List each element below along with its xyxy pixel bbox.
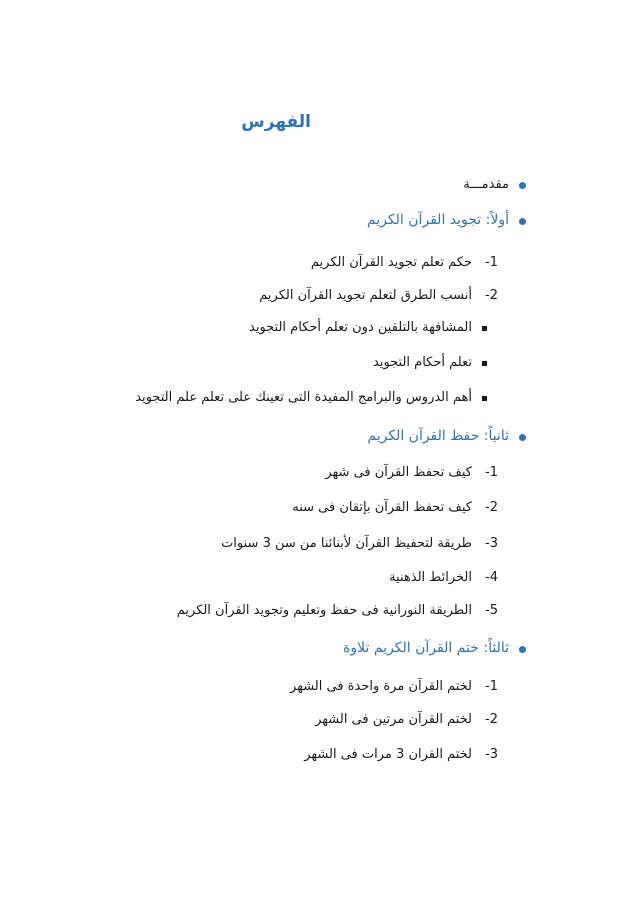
bullet-square-icon	[482, 361, 487, 366]
toc-item-introduction: مقدمـــة	[463, 177, 509, 192]
toc-item: لختم القران 3 مرات فى الشهر	[304, 747, 472, 762]
toc-item: كيف تحفظ القرآن فى شهر	[325, 465, 472, 480]
toc-item: حكم تعلم تجويد القرآن الكريم	[310, 255, 472, 270]
toc-item: الطريقة النورانية فى حفظ وتعليم وتجويد القرآن الكريم	[176, 603, 472, 618]
bullet-dot-icon	[519, 218, 526, 225]
toc-item: لختم القرآن مرة واحدة فى الشهر	[290, 679, 472, 694]
toc-item-number: 1-	[485, 465, 498, 480]
bullet-dot-icon	[519, 182, 526, 189]
toc-item-number: 2-	[485, 288, 498, 303]
toc-item-number: 1-	[485, 679, 498, 694]
toc-item-number: 3-	[485, 747, 498, 762]
toc-subitem: تعلم أحكام التجويد	[373, 355, 472, 370]
toc-item-number: 4-	[485, 570, 498, 585]
toc-subitem: المشافهة بالتلقين دون تعلم أحكام التجويد	[249, 320, 472, 335]
toc-item: كيف تحفظ القرآن بإتقان فى سنه	[292, 500, 472, 515]
toc-section-memorization: ثانياً: حفظ القرآن الكريم	[367, 428, 509, 444]
toc-subitem: أهم الدروس والبرامج المفيدة التى تعينك على تعلم علم التجويد	[135, 390, 472, 405]
toc-item: لختم القرآن مرتين فى الشهر	[315, 712, 472, 727]
toc-section-recitation: ثالثاً: ختم القرآن الكريم تلاوة	[343, 640, 509, 656]
bullet-dot-icon	[519, 646, 526, 653]
toc-item-number: 5-	[485, 603, 498, 618]
toc-item: أنسب الطرق لتعلم تجويد القرآن الكريم	[259, 288, 472, 303]
toc-item: الخرائط الذهنية	[389, 570, 472, 585]
toc-item-number: 2-	[485, 500, 498, 515]
toc-item-number: 1-	[485, 255, 498, 270]
bullet-square-icon	[482, 326, 487, 331]
bullet-dot-icon	[519, 434, 526, 441]
toc-item-number: 2-	[485, 712, 498, 727]
page-title: الفهرس	[241, 112, 311, 132]
toc-item-number: 3-	[485, 536, 498, 551]
bullet-square-icon	[482, 396, 487, 401]
toc-section-tajweed: أولاً: تجويد القرآن الكريم	[366, 212, 509, 228]
toc-item: طريقة لتحفيظ القرآن لأبنائنا من سن 3 سنوات	[221, 536, 472, 551]
